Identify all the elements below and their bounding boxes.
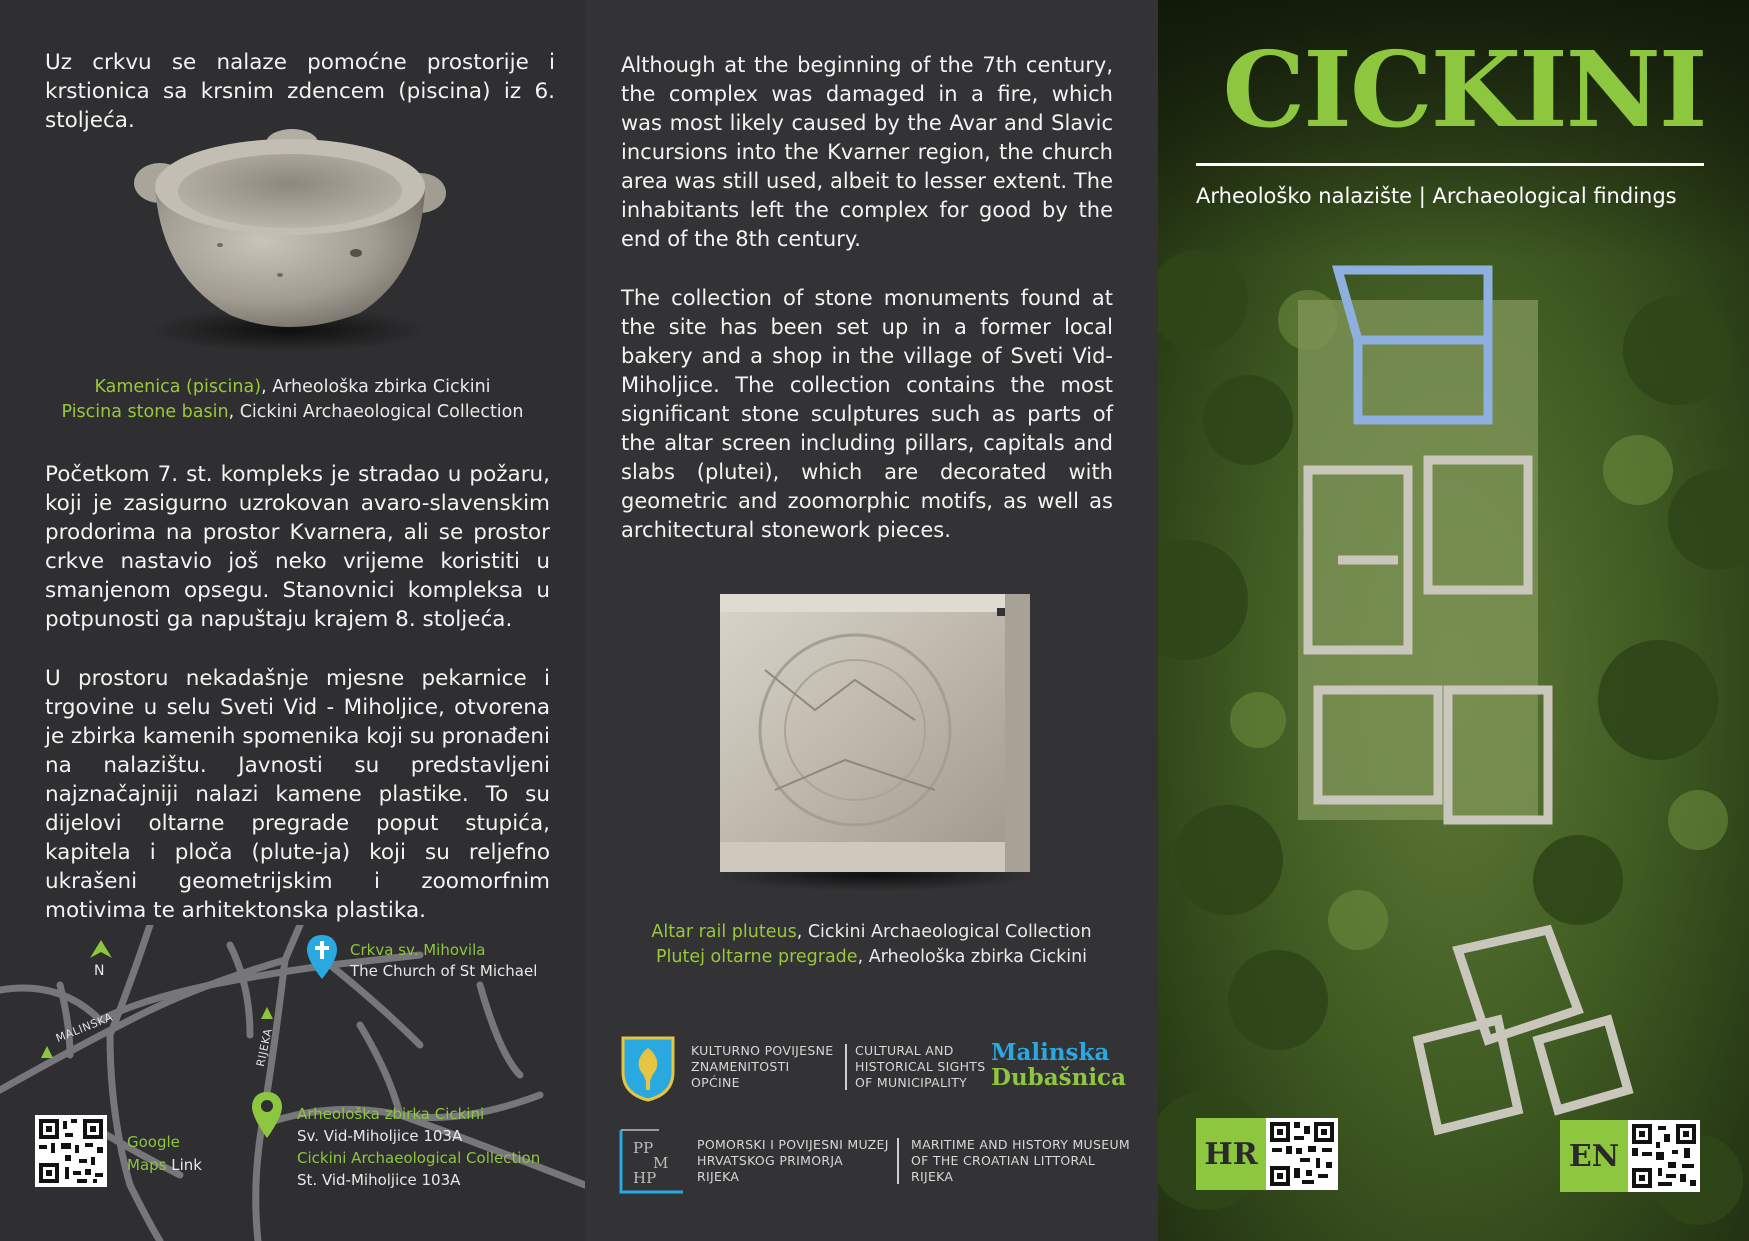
logo-line: OF THE CROATIAN LITTORAL xyxy=(911,1153,1096,1168)
municipality-text-hr xyxy=(691,1043,833,1091)
caption-hr-text: , Arheološka zbirka Cickini xyxy=(261,377,491,397)
caption-en-text: , Cickini Archaeological Collection xyxy=(228,402,524,422)
logo-line: CULTURAL AND xyxy=(855,1043,954,1058)
piscina-basin-image xyxy=(120,125,450,355)
intro-text: Uz crkvu se nalaze pomoćne prostorije i krstionica sa krsnim zdencem (piscina) iz 6. stoljeća. xyxy=(45,50,555,133)
altar-pluteus-image xyxy=(705,590,1045,895)
panel-croatian xyxy=(0,0,585,1241)
logo-line: OF MUNICIPALITY xyxy=(855,1075,968,1090)
cover-title: CICKINI xyxy=(1222,28,1706,151)
lang-badge-en[interactable]: EN xyxy=(1560,1120,1628,1192)
church-label-en: The Church of St Michael xyxy=(350,962,538,980)
panel-cover xyxy=(1158,0,1749,1241)
caption-en-highlight: Altar rail pluteus xyxy=(651,922,797,942)
church-pin-icon[interactable] xyxy=(307,935,337,979)
north-label: N xyxy=(94,963,105,979)
svg-text:HP: HP xyxy=(633,1169,657,1187)
museum-logo-icon xyxy=(619,1128,685,1194)
qr-code-icon xyxy=(1266,1118,1338,1190)
qr-code-hr[interactable] xyxy=(1266,1118,1338,1190)
paragraph-fire: Početkom 7. st. kompleks je stradao u požaru, koji je zasigurno uzrokovan avaro-slavenskim prodorima na prostor Kvarnera, ali se prostor crkve nastavio još neko vrijeme koristiti u smanjenom opsegu. Stanovnici kompleksa u potpunosti ga napuštaju krajem 8. stoljeća. xyxy=(45,462,550,632)
direction-arrow-icon xyxy=(40,1045,54,1059)
paragraph-collection-en: The collection of stone monuments found at the site has been set up in a former local bakery and a shop in the village of Sveti Vid-Miholjice. The collection contains the most significant stone sculptures such as parts of the altar screen including pillars, capitals and slabs (plutei), which are decorated with geometric and zoomorphic motifs, as well as architectural stonework pieces. xyxy=(621,286,1113,542)
logo-line: RIJEKA xyxy=(911,1169,954,1184)
google-maps-link[interactable] xyxy=(127,1131,202,1177)
title-underline xyxy=(1196,163,1704,166)
qr-code-icon xyxy=(35,1115,107,1187)
logo-line: KULTURNO POVIJESNE xyxy=(691,1043,834,1058)
logo-line: RIJEKA xyxy=(697,1169,740,1184)
basin-caption xyxy=(0,375,585,425)
divider xyxy=(897,1138,899,1184)
google-maps-line2: Maps xyxy=(127,1156,167,1174)
museum-text-en xyxy=(911,1137,1130,1185)
caption-hr-highlight: Kamenica (piscina) xyxy=(94,377,262,397)
qr-code-icon xyxy=(1628,1120,1700,1192)
panel-english xyxy=(585,0,1158,1241)
collection-address-hr: Sv. Vid-Miholjice 103A xyxy=(297,1127,463,1145)
road-label-malinska: MALINSKA xyxy=(54,1010,115,1046)
lang-badge-hr[interactable]: HR xyxy=(1196,1118,1266,1190)
north-arrow-icon xyxy=(88,938,114,960)
svg-text:M: M xyxy=(653,1154,669,1172)
collection-address-en: St. Vid-Miholjice 103A xyxy=(297,1171,461,1189)
collection-pin-icon[interactable] xyxy=(252,1092,282,1138)
caption-hr-highlight: Plutej oltarne pregrade xyxy=(655,947,858,967)
logo-line: HISTORICAL SIGHTS xyxy=(855,1059,986,1074)
road-label-rijeka: RIJEKA xyxy=(254,1027,275,1068)
qr-code-en[interactable] xyxy=(1628,1120,1700,1192)
collection-label-en: Cickini Archaeological Collection xyxy=(297,1149,541,1167)
church-label-hr: Crkva sv. Mihovila xyxy=(350,941,486,959)
divider xyxy=(845,1044,847,1090)
brand-top: Malinska xyxy=(991,1039,1110,1066)
brand-bottom: Dubašnica xyxy=(991,1064,1126,1091)
paragraph-fire-en: Although at the beginning of the 7th century, the complex was damaged in a fire, which was most likely caused by the Avar and Slavic incursions into the Kvarner region, the church area was still used, albeit to lesser extent. The inhabitants left the complex for good by the end of the 8th century. xyxy=(621,53,1113,251)
collection-label-hr: Arheološka zbirka Cickini xyxy=(297,1105,485,1123)
municipality-coat-of-arms-icon xyxy=(621,1036,675,1102)
cover-subtitle: Arheološko nalazište | Archaeological findings xyxy=(1196,184,1677,208)
logo-line: OPĆINE xyxy=(691,1075,740,1090)
logo-line: ZNAMENITOSTI xyxy=(691,1059,790,1074)
church-label xyxy=(350,940,537,982)
logo-line: POMORSKI I POVIJESNI MUZEJ xyxy=(697,1137,889,1152)
museum-text-hr xyxy=(697,1137,889,1185)
logo-line: MARITIME AND HISTORY MUSEUM xyxy=(911,1137,1130,1152)
google-maps-qr-code[interactable] xyxy=(35,1115,107,1187)
paragraph-collection: U prostoru nekadašnje mjesne pekarnice i trgovine u selu Sveti Vid - Miholjice, otvorena je zbirka kamenih spomenika koji su pronađeni na nalazištu. Javnosti su predstavljeni najznačajniji nalazi kamene plastike. To su dijelovi oltarne pregrade poput stupića, kapitela i ploča (plute-ja) koji su reljefno ukrašeni geometrijskim i zoomorfnim motivima te arhitektonska plastika. xyxy=(45,666,550,923)
pluteus-caption xyxy=(585,920,1158,970)
municipality-text-en xyxy=(855,1043,985,1091)
caption-en-highlight: Piscina stone basin xyxy=(61,402,229,422)
logo-line: HRVATSKOG PRIMORJA xyxy=(697,1153,843,1168)
svg-text:PP: PP xyxy=(633,1139,654,1157)
collection-label xyxy=(297,1103,540,1191)
caption-hr-text: , Arheološka zbirka Cickini xyxy=(857,947,1088,967)
direction-arrow-icon xyxy=(260,1006,274,1020)
malinska-dubasnica-logo xyxy=(991,1040,1126,1090)
google-maps-link-label: Link xyxy=(166,1156,202,1174)
google-maps-line1: Google xyxy=(127,1133,180,1151)
caption-en-text: , Cickini Archaeological Collection xyxy=(796,922,1092,942)
